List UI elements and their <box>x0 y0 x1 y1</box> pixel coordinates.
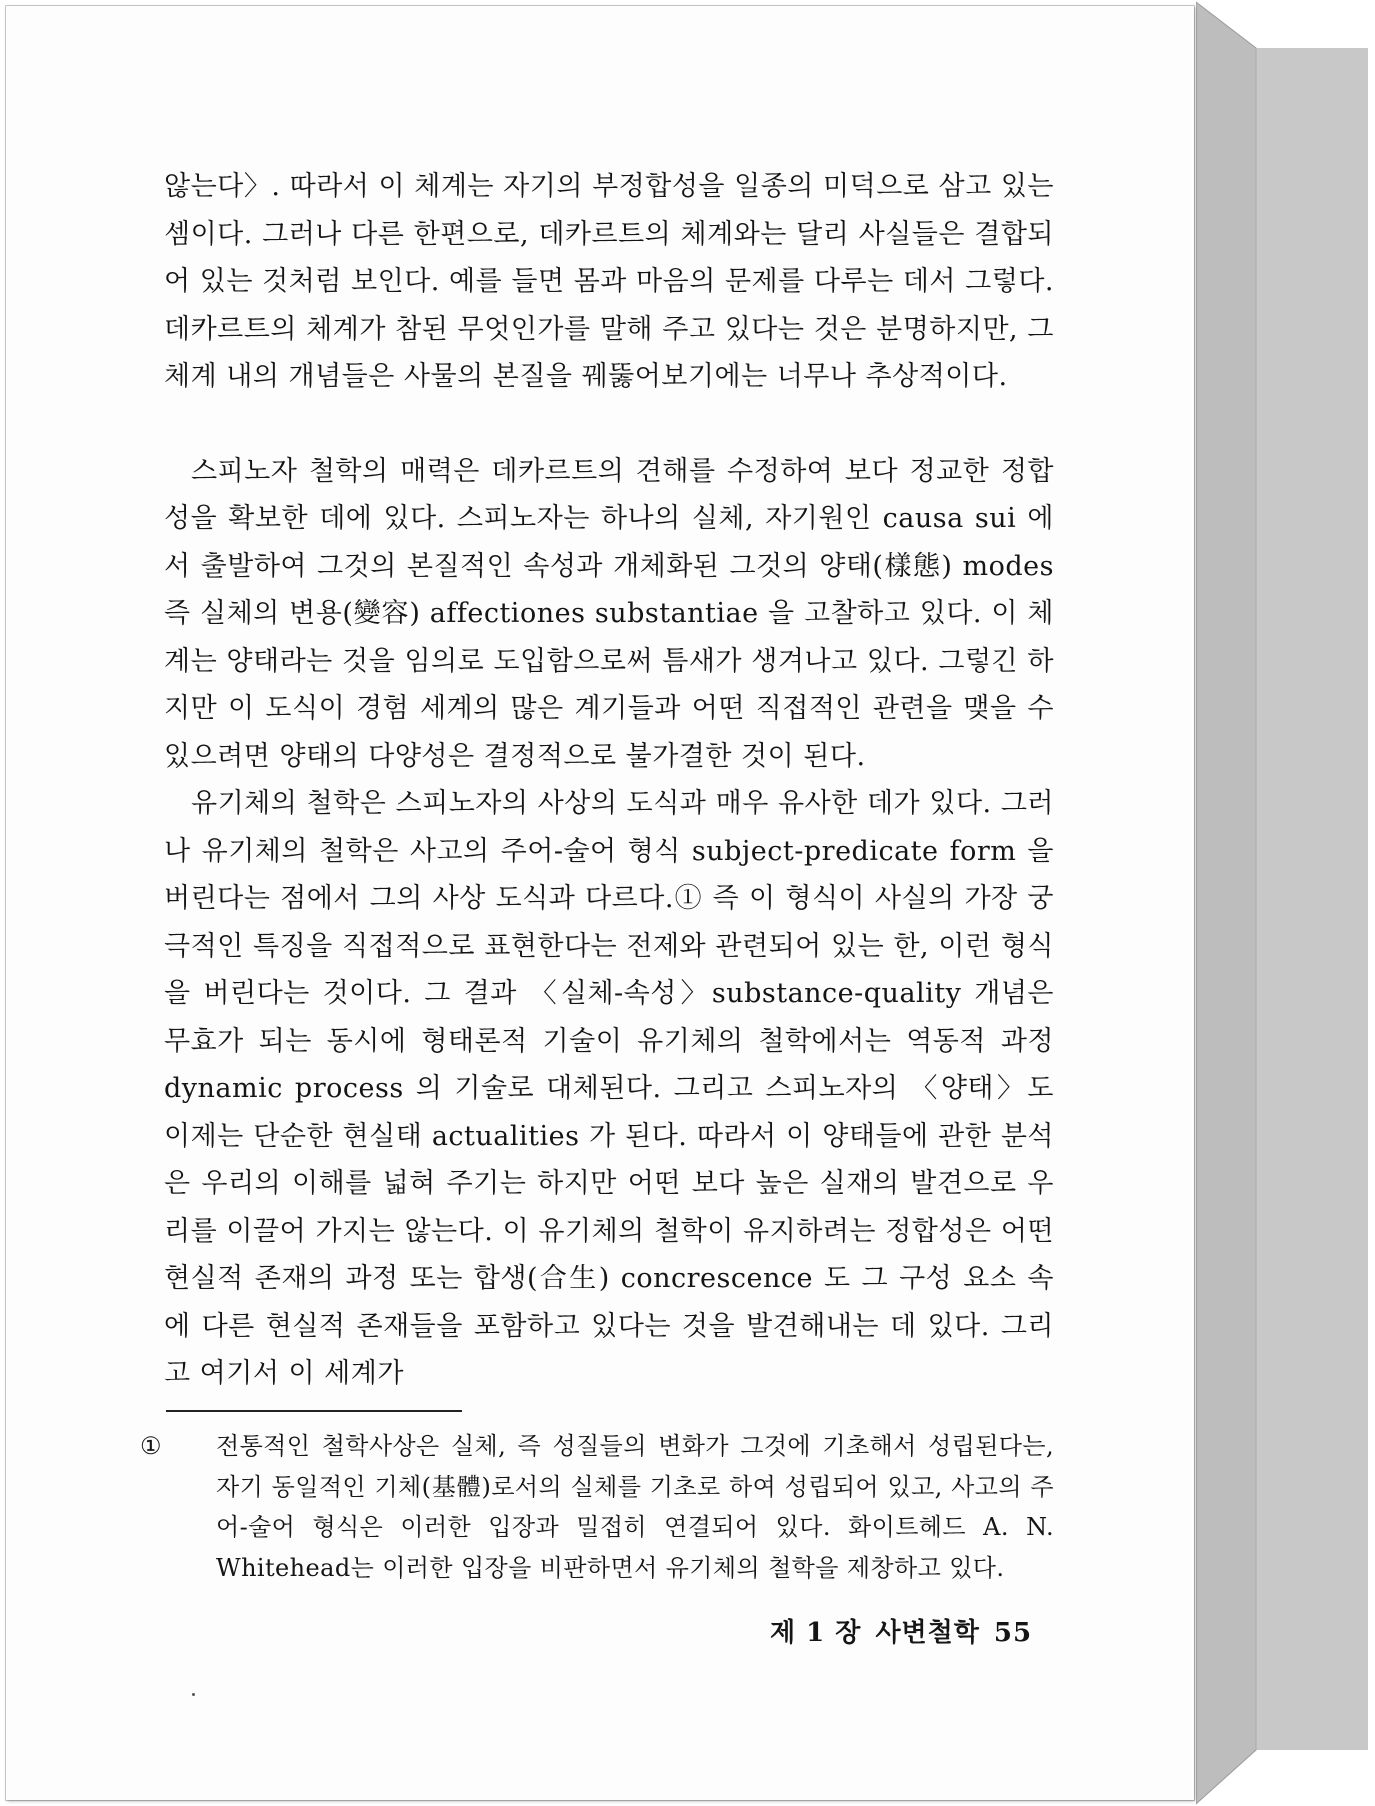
book-edge-shape <box>1196 0 1375 1806</box>
page-footer <box>770 1612 1033 1649</box>
footnote-marker: ① <box>140 1432 162 1460</box>
chapter-title: 사변철학 <box>875 1618 980 1648</box>
paragraph-3: 유기체의 철학은 스피노자의 사상의 도식과 매우 유사한 데가 있다. 그러나 유기체의 철학은 사고의 주어-술어 형식 subject-predicate form 을 버린다는 점에서 그의 사상 도식과 다르다.① 즉 이 형식이 사실의 가장 궁극적인 특징을 직접적으로 표현한다는 전제와 관련되어 있는 한, 이런 형식을 버린다는 것이다. 그 결과 〈실체-속성〉substance-quality 개념은 무효가 되는 동시에 형태론적 기술이 유기체의 철학에서는 역동적 과정 dynamic process 의 기술로 대체된다. 그리고 스피노자의 〈양태〉도 이제는 단순한 현실태 actualities 가 된다. 따라서 이 양태들에 관한 분석은 우리의 이해를 넓혀 주기는 하지만 어떤 보다 높은 실재의 발견으로 우리를 이끌어 가지는 않는다. 이 유기체의 철학이 유지하려는 정합성은 어떤 현실적 존재의 과정 또는 합생(合生) concrescence 도 그 구성 요소 속에 다른 현실적 존재들을 포함하고 있다는 것을 발견해내는 데 있다. 그리고 여기서 이 세계가 <box>164 788 1054 1389</box>
body-text <box>164 163 1054 1398</box>
book-edge <box>1196 0 1375 1806</box>
paragraph-2: 스피노자 철학의 매력은 데카르트의 견해를 수정하여 보다 정교한 정합성을 확보한 데에 있다. 스피노자는 하나의 실체, 자기원인 causa sui 에서 출발하여 그것의 본질적인 속성과 개체화된 그것의 양태(樣態) modes 즉 실체의 변용(變容) affectiones substantiae 을 고찰하고 있다. 이 체계는 양태라는 것을 임의로 도입함으로써 틈새가 생겨나고 있다. 그렇긴 하지만 이 도식이 경험 세계의 많은 계기들과 어떤 직접적인 관련을 맺을 수 있으려면 양태의 다양성은 결정적으로 불가결한 것이 된다. <box>164 455 1054 772</box>
paragraph-1: 않는다〉. 따라서 이 체계는 자기의 부정합성을 일종의 미덕으로 삼고 있는 셈이다. 그러나 다른 한편으로, 데카르트의 체계와는 달리 사실들은 결합되어 있는 것처럼 보인다. 예를 들면 몸과 마음의 문제를 다루는 데서 그렇다. 데카르트의 체계가 참된 무엇인가를 말해 주고 있다는 것은 분명하지만, 그 체계 내의 개념들은 사물의 본질을 꿰뚫어보기에는 너무나 추상적이다. <box>164 171 1054 392</box>
footnote-divider <box>166 1410 462 1412</box>
footnote <box>140 1426 1054 1588</box>
footnote-text: 전통적인 철학사상은 실체, 즉 성질들의 변화가 그것에 기초해서 성립된다는, 자기 동일적인 기체(基體)로서의 실체를 기초로 하여 성립되어 있고, 사고의 주어-술어 형식은 이러한 입장과 밀접히 연결되어 있다. 화이트헤드 A. N. Whitehead는 이러한 입장을 비판하면서 유기체의 철학을 제창하고 있다. <box>216 1432 1054 1582</box>
page-number: 55 <box>993 1618 1033 1648</box>
print-speck <box>192 1693 195 1696</box>
chapter-label: 제 1 장 <box>770 1618 862 1648</box>
